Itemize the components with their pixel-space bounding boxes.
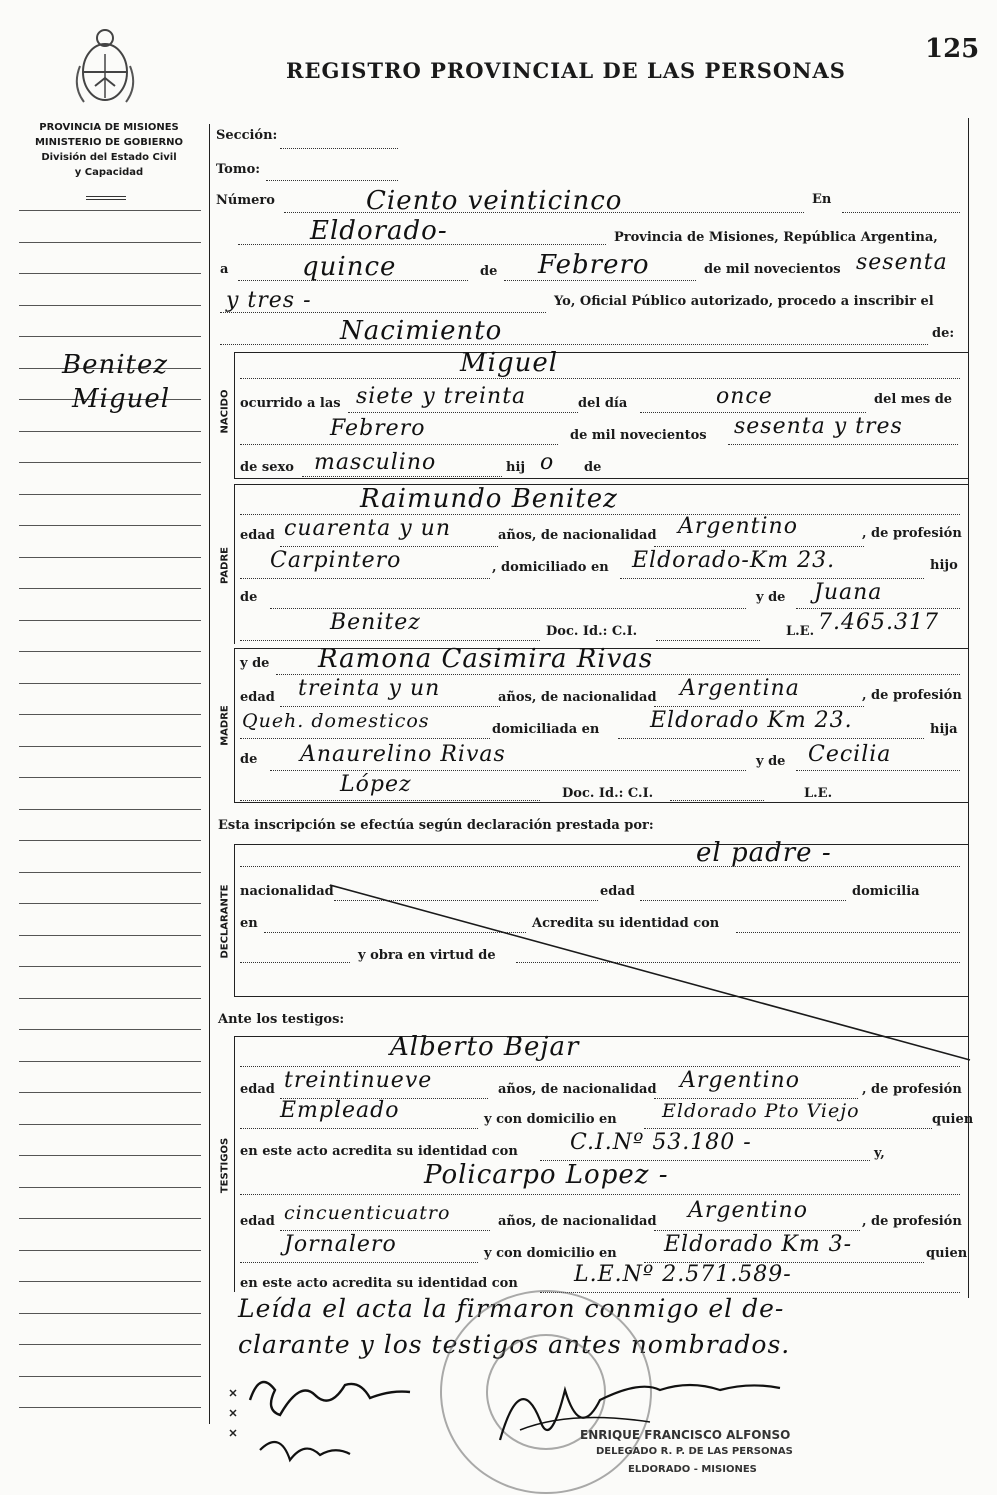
- margin-rule-line: [19, 872, 201, 873]
- del-dia-label: del día: [578, 396, 628, 411]
- margin-rule-line: [19, 1155, 201, 1156]
- dia-value: quince: [302, 252, 397, 282]
- padre-le-label: L.E.: [786, 624, 815, 639]
- en-line: [842, 212, 960, 213]
- anio-nac-value: sesenta y tres: [734, 414, 903, 439]
- record-page-number: 125: [925, 34, 980, 64]
- testigo1-dom-label: y con domicilio en: [484, 1112, 617, 1127]
- margin-rule-line: [19, 966, 201, 967]
- testigo1-dom-value: Eldorado Pto Viejo: [662, 1100, 860, 1122]
- margin-surname: Benitez: [62, 350, 169, 380]
- testigo2-prof-value: Jornalero: [284, 1232, 397, 1257]
- madre-nac-line: [654, 706, 864, 707]
- testigo2-nombre-line: [240, 1194, 960, 1195]
- padre-anios-label: años, de nacionalidad: [498, 528, 657, 543]
- de-label: de: [480, 264, 498, 279]
- sexo-label: de sexo: [240, 460, 294, 475]
- margin-rule-line: [19, 651, 201, 652]
- testigo1-prof-line: [240, 1128, 478, 1129]
- testigo1-nombre-value: Alberto Bejar: [390, 1032, 580, 1062]
- dia-nac-line: [640, 412, 866, 413]
- abuela-pat-line: [796, 608, 960, 609]
- padre-bracket: [234, 484, 235, 644]
- madre-dom-label: domiciliada en: [492, 722, 600, 737]
- official-place: ELDORADO - MISIONES: [628, 1464, 757, 1475]
- testigo1-acredita-label: en este acto acredita su identidad con: [240, 1144, 518, 1159]
- madre-edad-value: treinta y un: [298, 676, 441, 701]
- anio-value-b: y tres -: [226, 288, 312, 313]
- testigo2-edad-label: edad: [240, 1214, 275, 1229]
- closing-line-2: clarante y los testigos antes nombrados.: [238, 1330, 791, 1359]
- division-capacity: y Capacidad: [74, 167, 144, 178]
- padre-prof-line: [240, 578, 490, 579]
- testigo1-nac-value: Argentino: [680, 1068, 800, 1093]
- official-name: ENRIQUE FRANCISCO ALFONSO: [580, 1428, 791, 1442]
- madre-nombre-line: [276, 674, 960, 675]
- padre-y-de-label: y de: [756, 590, 786, 605]
- padre-prof-label: , de profesión: [862, 526, 962, 541]
- del-mes-label: del mes de: [874, 392, 953, 407]
- testigo2-anios-label: años, de nacionalidad: [498, 1214, 657, 1229]
- madre-nac-value: Argentina: [680, 676, 800, 701]
- padre-nac-value: Argentino: [678, 514, 798, 539]
- margin-rule-line: [19, 683, 201, 684]
- en-decl-label: en: [240, 916, 258, 931]
- nombre-value: Miguel: [460, 348, 559, 378]
- padre-de-label: de: [240, 590, 258, 605]
- madre-dom-value: Eldorado Km 23.: [650, 708, 853, 733]
- abuela-pat-apellido-line: [240, 640, 540, 641]
- margin-rule-line: [19, 588, 201, 589]
- seccion-label: Sección:: [216, 128, 278, 143]
- declarante-value: el padre -: [696, 838, 832, 868]
- testigo2-prof-label: , de profesión: [862, 1214, 962, 1229]
- margin-rule-line: [19, 494, 201, 495]
- madre-bracket: [234, 648, 235, 802]
- margin-name: Miguel: [72, 384, 171, 414]
- margin-rule-line: [19, 1187, 201, 1188]
- testigo1-edad-label: edad: [240, 1082, 275, 1097]
- seccion-line: [280, 148, 398, 149]
- testigo2-prof-line: [240, 1262, 478, 1263]
- testigo2-quien-label: quien: [926, 1246, 968, 1261]
- declarante-label: DECLARANTE: [219, 884, 231, 959]
- madre-edad-label: edad: [240, 690, 275, 705]
- province-name: PROVINCIA DE MISIONES: [39, 122, 179, 133]
- testigo2-nac-value: Argentino: [688, 1198, 808, 1223]
- margin-rule-line: [19, 273, 201, 274]
- padre-label: PADRE: [219, 547, 231, 584]
- abuela-mat-apellido-value: López: [340, 772, 412, 797]
- de-colon-label: de:: [932, 326, 955, 341]
- acto-line: [220, 344, 928, 345]
- madre-edad-line: [280, 706, 500, 707]
- padre-dom-value: Eldorado-Km 23.: [632, 548, 836, 573]
- margin-rule-line: [19, 336, 201, 337]
- padre-nombre-value: Raimundo Benitez: [360, 484, 618, 514]
- margin-rule-line: [19, 525, 201, 526]
- tomo-line: [266, 180, 398, 181]
- margin-rule-line: [19, 935, 201, 936]
- abuelo-mat-value: Anaurelino Rivas: [300, 742, 506, 767]
- de-label-2: de: [584, 460, 602, 475]
- mes-line: [504, 280, 696, 281]
- padre-dom-line: [620, 578, 924, 579]
- abuela-pat-value: Juana: [814, 580, 883, 605]
- madre-nombre-value: Ramona Casimira Rivas: [318, 644, 654, 674]
- margin-rule-line: [19, 1281, 201, 1282]
- nacido-bracket: [234, 352, 235, 478]
- hora-value: siete y treinta: [356, 384, 527, 409]
- issuer-block: [14, 120, 204, 180]
- frame-left-border: [209, 124, 210, 1424]
- margin-rule-line: [19, 1407, 201, 1408]
- testigo2-nac-line: [654, 1230, 860, 1231]
- numero-label: Número: [216, 193, 275, 208]
- testigo1-y-label: y,: [874, 1146, 885, 1161]
- padre-nombre-line: [240, 514, 960, 515]
- abuela-mat-apellido-line: [240, 800, 540, 801]
- margin-rule-line: [19, 1092, 201, 1093]
- edad-decl-label: edad: [600, 884, 635, 899]
- margin-rule-line: [19, 1029, 201, 1030]
- padre-edad-value: cuarenta y un: [284, 516, 452, 541]
- ocurrido-label: ocurrido a las: [240, 396, 341, 411]
- testigo1-dom-line: [644, 1128, 932, 1129]
- sexo-value: masculino: [314, 450, 437, 475]
- padre-le-value: 7.465.317: [818, 610, 939, 635]
- margin-rule-line: [19, 777, 201, 778]
- testigo2-acredita-label: en este acto acredita su identidad con: [240, 1276, 518, 1291]
- margin-rule-line: [19, 305, 201, 306]
- division-name: División del Estado Civil: [41, 152, 177, 163]
- mes-value: Febrero: [538, 250, 650, 280]
- nombre-line: [240, 378, 960, 379]
- nacido-label: NACIDO: [219, 389, 231, 434]
- testigo1-nac-line: [654, 1098, 858, 1099]
- madre-de-label: de: [240, 752, 258, 767]
- yo-oficial-label: Yo, Oficial Público autorizado, procedo a inscribir el: [554, 294, 934, 309]
- testigo2-edad-line: [280, 1230, 490, 1231]
- abuela-pat-apellido-value: Benitez: [330, 610, 421, 635]
- domicilia-label: domicilia: [852, 884, 920, 899]
- testigos-bracket: [234, 1036, 235, 1292]
- padre-edad-line: [280, 546, 498, 547]
- obra-virtud-label: y obra en virtud de: [358, 948, 496, 963]
- nacionalidad-label: nacionalidad: [240, 884, 334, 899]
- margin-rule-line: [19, 809, 201, 810]
- madre-y-de-label: y de: [240, 656, 270, 671]
- madre-y-de-label-2: y de: [756, 754, 786, 769]
- closing-line-1: Leída el acta la firmaron conmigo el de-: [238, 1294, 785, 1323]
- madre-dom-line: [618, 738, 924, 739]
- anio-nac-line: [728, 444, 958, 445]
- margin-rule-line: [19, 746, 201, 747]
- madre-le-label: L.E.: [804, 786, 833, 801]
- padre-prof-value: Carpintero: [270, 548, 402, 573]
- abuela-mat-line: [796, 770, 960, 771]
- hij-suffix-value: o: [540, 450, 555, 475]
- nacido-bracket-bottom: [234, 478, 969, 479]
- margin-rule-line: [19, 1250, 201, 1251]
- madre-prof-value: Queh. domesticos: [242, 710, 430, 732]
- inscripcion-label: Esta inscripción se efectúa según declaración prestada por:: [218, 818, 654, 833]
- acredita-label: Acredita su identidad con: [532, 916, 720, 931]
- madre-ci-line: [670, 800, 764, 801]
- margin-rule-line: [19, 557, 201, 558]
- padre-docid-label: Doc. Id.: C.I.: [546, 624, 638, 639]
- testigo2-nombre-value: Policarpo Lopez -: [424, 1160, 669, 1190]
- official-title: DELEGADO R. P. DE LAS PERSONAS: [596, 1446, 793, 1457]
- a-label: a: [220, 262, 229, 277]
- ante-testigos-label: Ante los testigos:: [218, 1012, 345, 1027]
- testigo1-edad-value: treintinueve: [284, 1068, 433, 1093]
- coat-of-arms-icon: [70, 26, 140, 110]
- abuela-mat-value: Cecilia: [808, 742, 892, 767]
- testigo1-prof-label: , de profesión: [862, 1082, 962, 1097]
- padre-edad-label: edad: [240, 528, 275, 543]
- tomo-label: Tomo:: [216, 162, 261, 177]
- testigos-label: TESTIGOS: [219, 1137, 231, 1194]
- anio-value-a: sesenta: [856, 250, 948, 275]
- padre-dom-label: , domiciliado en: [492, 560, 609, 575]
- lugar-value: Eldorado-: [310, 216, 448, 246]
- madre-prof-label: , de profesión: [862, 688, 962, 703]
- mes-nac-value: Febrero: [330, 416, 426, 441]
- de-mil-nov-label: de mil novecientos: [570, 428, 707, 443]
- de-mil-label: de mil novecientos: [704, 262, 841, 277]
- testigo2-dom-label: y con domicilio en: [484, 1246, 617, 1261]
- testigo2-id-line: [540, 1292, 960, 1293]
- margin-rule-line: [19, 903, 201, 904]
- madre-anios-label: años, de nacionalidad: [498, 690, 657, 705]
- ministry-name: MINISTERIO DE GOBIERNO: [34, 137, 184, 148]
- madre-docid-label: Doc. Id.: C.I.: [562, 786, 654, 801]
- testigo2-dom-value: Eldorado Km 3-: [664, 1232, 853, 1257]
- testigo2-edad-value: cincuenticuatro: [284, 1202, 451, 1224]
- nacido-bracket-top: [234, 352, 969, 353]
- margin-rule-line: [19, 210, 201, 211]
- margin-rule-line: [19, 1061, 201, 1062]
- padre-de-line: [270, 608, 746, 609]
- padre-nac-line: [654, 546, 864, 547]
- mes-nac-line: [240, 444, 558, 445]
- testigo1-quien-label: quien: [932, 1112, 974, 1127]
- testigo1-prof-value: Empleado: [280, 1098, 400, 1123]
- en-label: En: [812, 192, 832, 207]
- abuelo-mat-line: [270, 770, 746, 771]
- madre-prof-line: [240, 738, 490, 739]
- hora-line: [348, 412, 578, 413]
- margin-rule-line: [19, 1313, 201, 1314]
- numero-value: Ciento veinticinco: [366, 186, 623, 216]
- testigo2-id-value: L.E.Nº 2.571.589-: [574, 1262, 792, 1287]
- testigo1-nombre-line: [240, 1066, 960, 1067]
- margin-rule-line: [19, 462, 201, 463]
- margin-rule-line: [19, 431, 201, 432]
- provincia-label: Provincia de Misiones, República Argentina,: [614, 230, 938, 245]
- padre-hijo-label: hijo: [930, 558, 958, 573]
- declarante-bracket-top: [234, 844, 969, 845]
- sexo-line: [302, 476, 502, 477]
- dia-nac-value: once: [716, 384, 773, 409]
- margin-rule-line: [19, 998, 201, 999]
- madre-label: MADRE: [219, 705, 231, 746]
- testigo1-anios-label: años, de nacionalidad: [498, 1082, 657, 1097]
- registry-title: REGISTRO PROVINCIAL DE LAS PERSONAS: [286, 58, 846, 83]
- padre-ci-line: [656, 640, 760, 641]
- acto-value: Nacimiento: [340, 316, 503, 346]
- hij-label: hij: [506, 460, 526, 475]
- declarante-bracket: [234, 844, 235, 996]
- header-underline: [86, 196, 126, 200]
- margin-rule-line: [19, 1344, 201, 1345]
- declarante-line: [240, 866, 960, 867]
- margin-rule-line: [19, 714, 201, 715]
- testigo1-id-value: C.I.Nº 53.180 -: [570, 1130, 752, 1155]
- margin-rule-line: [19, 242, 201, 243]
- madre-bracket-bottom: [234, 802, 969, 803]
- margin-rule-line: [19, 1218, 201, 1219]
- madre-hija-label: hija: [930, 722, 958, 737]
- margin-rule-line: [19, 620, 201, 621]
- margin-rule-line: [19, 1124, 201, 1125]
- margin-rule-line: [19, 840, 201, 841]
- margin-rule-line: [19, 1376, 201, 1377]
